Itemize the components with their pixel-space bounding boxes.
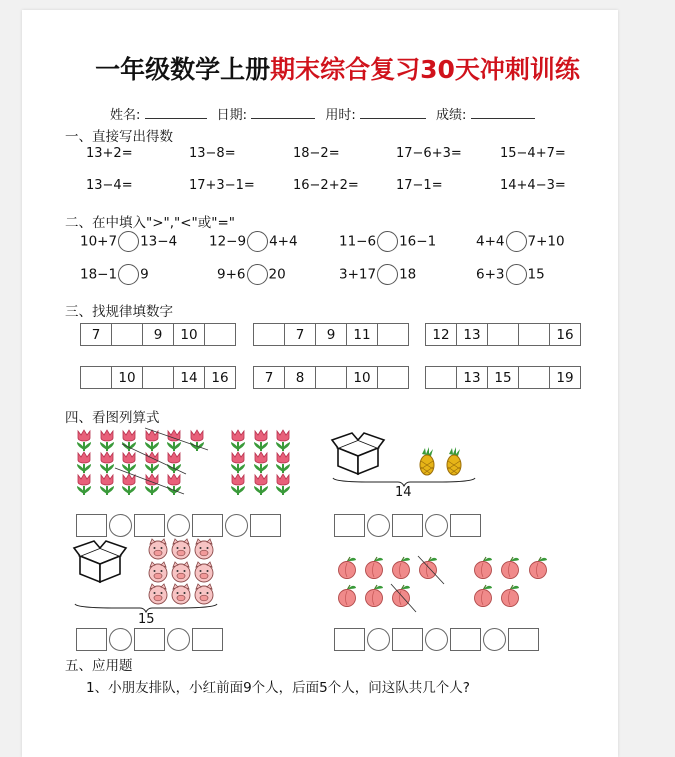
sequence-cell[interactable]: 13 <box>456 366 488 389</box>
equation: 18−2= <box>293 146 340 161</box>
compare-item: 3+17 18 <box>339 264 416 285</box>
sequence-cell[interactable] <box>204 323 236 346</box>
box-icon <box>332 433 384 474</box>
sequence-cell[interactable]: 7 <box>80 323 112 346</box>
answer-box[interactable] <box>450 514 481 537</box>
sequence-cell[interactable] <box>425 366 457 389</box>
total-label: 15 <box>138 612 155 627</box>
pineapple-icon <box>447 447 461 475</box>
answer-box[interactable] <box>134 514 165 537</box>
answer-box[interactable] <box>392 514 423 537</box>
operator-circle[interactable] <box>367 514 390 537</box>
section2-heading: 二、在中填入">","<"或"=" <box>65 215 235 231</box>
equation: 17+3−1= <box>189 178 255 193</box>
sequence-cell[interactable]: 19 <box>549 366 581 389</box>
equation: 17−1= <box>396 178 443 193</box>
compare-circle[interactable] <box>377 264 398 285</box>
answer-box[interactable] <box>134 628 165 651</box>
answer-box[interactable] <box>76 514 107 537</box>
operator-circle[interactable] <box>109 514 132 537</box>
answer-boxes <box>334 628 539 651</box>
equation: 17−6+3= <box>396 146 462 161</box>
answer-boxes <box>76 628 223 651</box>
operator-circle[interactable] <box>225 514 248 537</box>
compare-item: 11−6 16−1 <box>339 231 436 252</box>
page-title: 一年级数学上册期末综合复习30天冲刺训练 <box>95 55 580 84</box>
sequence-cell[interactable]: 9 <box>142 323 174 346</box>
sequence-cell[interactable]: 9 <box>315 323 347 346</box>
compare-circle[interactable] <box>506 264 527 285</box>
compare-circle[interactable] <box>118 231 139 252</box>
operator-circle[interactable] <box>167 514 190 537</box>
sequence-cell[interactable] <box>315 366 347 389</box>
answer-box[interactable] <box>250 514 281 537</box>
peach-illustration <box>332 554 562 616</box>
sequence-cell[interactable]: 7 <box>284 323 316 346</box>
operator-circle[interactable] <box>367 628 390 651</box>
answer-box[interactable] <box>192 514 223 537</box>
answer-box[interactable] <box>334 514 365 537</box>
time-label: 用时: <box>325 108 356 123</box>
sequence-cell[interactable]: 12 <box>425 323 457 346</box>
total-label: 14 <box>395 485 412 500</box>
section1-heading: 一、直接写出得数 <box>65 129 173 145</box>
sequence-cell[interactable]: 10 <box>111 366 143 389</box>
compare-item: 18−1 9 <box>80 264 149 285</box>
tulip-group-left <box>77 428 208 495</box>
score-label: 成绩: <box>436 108 467 123</box>
equation: 13−8= <box>189 146 236 161</box>
sequence-cell[interactable] <box>487 323 519 346</box>
compare-circle[interactable] <box>247 231 268 252</box>
compare-item: 10+7 13−4 <box>80 231 177 252</box>
pig-group <box>149 539 213 604</box>
name-blank[interactable] <box>145 106 207 119</box>
sequence-cell[interactable]: 14 <box>173 366 205 389</box>
student-info-line <box>110 104 535 123</box>
peach-group-left <box>339 556 445 612</box>
compare-circle[interactable] <box>118 264 139 285</box>
sequence-cell[interactable] <box>111 323 143 346</box>
sequence-cell[interactable]: 16 <box>204 366 236 389</box>
answer-box[interactable] <box>334 628 365 651</box>
sequence-cell[interactable] <box>377 366 409 389</box>
sequence-row <box>254 366 409 389</box>
answer-box[interactable] <box>508 628 539 651</box>
date-label: 日期: <box>216 108 248 123</box>
time-blank[interactable] <box>360 106 426 119</box>
answer-box[interactable] <box>392 628 423 651</box>
sequence-cell[interactable]: 8 <box>284 366 316 389</box>
tulip-illustration <box>70 424 300 498</box>
equation: 13−4= <box>86 178 133 193</box>
section3-heading: 三、找规律填数字 <box>65 304 173 320</box>
name-label: 姓名: <box>110 108 141 123</box>
sequence-row <box>426 323 581 346</box>
compare-circle[interactable] <box>506 231 527 252</box>
compare-item: 9+6 20 <box>217 264 286 285</box>
compare-item: 12−9 4+4 <box>209 231 298 252</box>
sequence-row <box>426 366 581 389</box>
operator-circle[interactable] <box>167 628 190 651</box>
operator-circle[interactable] <box>109 628 132 651</box>
box-pig-illustration <box>72 536 222 616</box>
sequence-cell[interactable] <box>518 323 550 346</box>
section5-heading: 五、应用题 <box>65 658 133 674</box>
section4-heading: 四、看图列算式 <box>65 410 160 426</box>
date-blank[interactable] <box>251 106 315 119</box>
box-icon <box>74 541 126 582</box>
answer-boxes <box>334 514 481 537</box>
peach-group-right <box>475 557 548 607</box>
answer-boxes <box>76 514 281 537</box>
sequence-cell[interactable]: 10 <box>346 366 378 389</box>
sequence-cell[interactable] <box>518 366 550 389</box>
answer-box[interactable] <box>450 628 481 651</box>
sequence-cell[interactable]: 10 <box>173 323 205 346</box>
operator-circle[interactable] <box>425 514 448 537</box>
compare-item: 4+4 7+10 <box>476 231 565 252</box>
equation: 13+2= <box>86 146 133 161</box>
sequence-cell[interactable] <box>142 366 174 389</box>
sequence-cell[interactable] <box>377 323 409 346</box>
sequence-row <box>81 366 236 389</box>
equation: 14+4−3= <box>500 178 566 193</box>
sequence-cell[interactable]: 7 <box>253 366 285 389</box>
total-brace <box>75 604 217 612</box>
compare-circle[interactable] <box>247 264 268 285</box>
operator-circle[interactable] <box>483 628 506 651</box>
sequence-cell[interactable]: 15 <box>487 366 519 389</box>
box-pineapple-illustration <box>330 430 480 488</box>
score-blank[interactable] <box>471 106 535 119</box>
sequence-cell[interactable]: 16 <box>549 323 581 346</box>
compare-circle[interactable] <box>377 231 398 252</box>
pineapple-icon <box>420 447 434 475</box>
word-problem: 1、小朋友排队，小红前面9个人，后面5个人，问这队共几个人? <box>86 680 470 696</box>
sequence-row <box>81 323 236 346</box>
tulip-group-right <box>231 430 290 495</box>
operator-circle[interactable] <box>425 628 448 651</box>
compare-item: 6+3 15 <box>476 264 545 285</box>
sequence-cell[interactable]: 13 <box>456 323 488 346</box>
answer-box[interactable] <box>76 628 107 651</box>
sequence-row <box>254 323 409 346</box>
sequence-cell[interactable] <box>253 323 285 346</box>
sequence-cell[interactable] <box>80 366 112 389</box>
equation: 15−4+7= <box>500 146 566 161</box>
sequence-cell[interactable]: 11 <box>346 323 378 346</box>
equation: 16−2+2= <box>293 178 359 193</box>
answer-box[interactable] <box>192 628 223 651</box>
